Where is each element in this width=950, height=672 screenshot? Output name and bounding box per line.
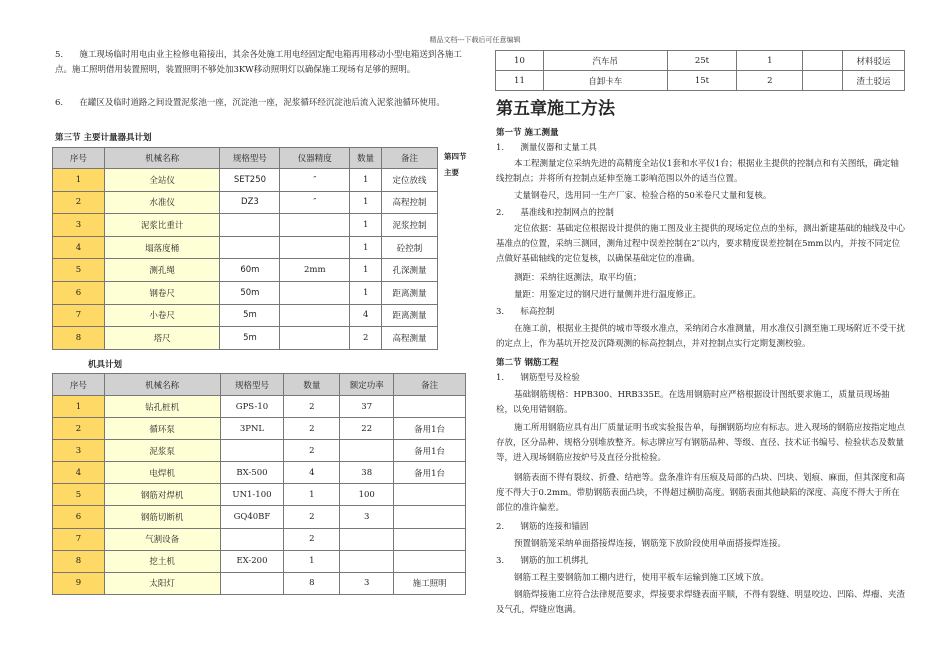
table-cell: 7 xyxy=(53,528,105,550)
left-paragraph-5: 5. 施工现场临时用电由业主检修电箱接出，其余各处施工用电经固定配电箱再用移动小型电箱送到各施工点。施工照明借用装置照明，装置照明不够处加3KW移动照明灯以确保施工现场有足够的照明。 xyxy=(55,50,462,75)
table-cell: 8 xyxy=(53,327,105,350)
table-header-cell: 备注 xyxy=(382,148,438,169)
table-header-cell: 额定功率 xyxy=(340,374,394,396)
table-cell: 挖土机 xyxy=(104,550,220,572)
table-row xyxy=(496,51,905,71)
table-cell: GPS-10 xyxy=(220,396,284,418)
table-cell xyxy=(220,572,284,594)
table-cell: 4 xyxy=(284,462,340,484)
table-row xyxy=(53,462,466,484)
table-row xyxy=(53,550,466,572)
table-cell: 钻孔桩机 xyxy=(104,396,220,418)
section-3-heading: 第三节 主要计量器具计划 xyxy=(55,133,152,143)
table-cell: 3 xyxy=(53,440,105,462)
table-row xyxy=(496,71,905,91)
section-2-heading: 第二节 钢筋工程 xyxy=(496,358,559,368)
table-cell: 泥浆比重计 xyxy=(104,214,220,237)
table-cell xyxy=(394,484,466,506)
side-note-main: 主要 xyxy=(444,168,459,177)
header-note: 精品文档---下载后可任意编辑 xyxy=(429,36,521,44)
table-cell: 5 xyxy=(53,484,105,506)
table-cell xyxy=(280,236,350,259)
table-cell: 1 xyxy=(284,550,340,572)
table-row xyxy=(53,236,438,259)
table-cell: 5m xyxy=(220,304,280,327)
table-row xyxy=(53,440,466,462)
item-1-heading: 1. 测量仪器和丈量工具 xyxy=(496,143,597,153)
table-cell xyxy=(340,528,394,550)
table-cell xyxy=(394,506,466,528)
equipment-plan-title: 机具计划 xyxy=(88,360,123,370)
table-row xyxy=(53,506,466,528)
table-cell: 高程控制 xyxy=(382,191,438,214)
table-cell xyxy=(220,236,280,259)
table-cell: 1 xyxy=(350,169,382,192)
table-cell: 1 xyxy=(737,51,803,71)
table-cell: 1 xyxy=(350,191,382,214)
table-cell: 1 xyxy=(284,484,340,506)
table-cell: 100 xyxy=(340,484,394,506)
table-cell: ″ xyxy=(280,169,350,192)
table-cell: 2 xyxy=(284,528,340,550)
side-note-section-4: 第四节 xyxy=(444,152,467,161)
table-cell: 5 xyxy=(53,259,105,282)
table-row xyxy=(53,327,438,350)
rebar-item-2-heading: 2. 钢筋的连接和锚固 xyxy=(496,522,589,532)
table-row xyxy=(53,572,466,594)
table-cell: 塔尺 xyxy=(104,327,220,350)
table-cell xyxy=(340,550,394,572)
table-row xyxy=(53,169,438,192)
table-header-cell: 规格型号 xyxy=(220,374,284,396)
measuring-instruments-table xyxy=(52,147,438,350)
table-cell: 4 xyxy=(350,304,382,327)
table-cell: 4 xyxy=(53,462,105,484)
table-cell: 测孔绳 xyxy=(104,259,220,282)
equipment-table xyxy=(52,373,466,595)
table-cell xyxy=(394,550,466,572)
table-cell: 1 xyxy=(350,281,382,304)
table-cell: 钢筋对焊机 xyxy=(104,484,220,506)
table-cell: 泥浆泵 xyxy=(104,440,220,462)
paragraph-distance-method: 测距：采纳往返测法，取平均值； xyxy=(514,273,642,283)
table-header-cell: 数量 xyxy=(284,374,340,396)
table-cell: 备用1台 xyxy=(394,462,466,484)
table-header-row xyxy=(53,374,466,396)
table-row xyxy=(53,214,438,237)
table-cell: 38 xyxy=(340,462,394,484)
table-cell: 小卷尺 xyxy=(104,304,220,327)
table-cell: 钢卷尺 xyxy=(104,281,220,304)
table-cell xyxy=(220,440,284,462)
table-cell xyxy=(394,528,466,550)
table-cell: 25t xyxy=(667,51,737,71)
paragraph-rebar-spec: 基础钢筋规格：HPB300、HRB335E。在选用钢筋时应严格根据设计图纸要求施工，质量员现场抽检，以免用错钢筋。 xyxy=(496,390,890,415)
table-cell: 1 xyxy=(53,396,105,418)
paragraph-tape-measure: 丈量钢卷尺，选用同一生产厂家、检验合格的50米卷尺丈量和复核。 xyxy=(514,191,772,201)
paragraph-positioning-basis: 定位依据：基础定位根据设计提供的施工图及业主提供的现场定位点的坐标，测出新建基础的轴线及中心基准点的位置，采纳三测回，测角过程中误差控制在2″以内，要求精度误差控制在5mm以内，并按不同定位点做好基础轴线的定位复核，以确保基础定位的准确。 xyxy=(496,224,906,264)
table-row xyxy=(53,396,466,418)
table-cell: 砼控制 xyxy=(382,236,438,259)
table-row xyxy=(53,484,466,506)
table-cell: 3 xyxy=(340,506,394,528)
table-header-cell: 机械名称 xyxy=(104,148,220,169)
table-cell: 泥浆控制 xyxy=(382,214,438,237)
table-header-cell: 备注 xyxy=(394,374,466,396)
table-cell: 3 xyxy=(340,572,394,594)
table-cell: 15t xyxy=(667,71,737,91)
table-cell: 2 xyxy=(350,327,382,350)
table-cell: 2 xyxy=(284,396,340,418)
table-cell: 50m xyxy=(220,281,280,304)
table-cell: 5m xyxy=(220,327,280,350)
table-cell: 6 xyxy=(53,506,105,528)
table-header-row xyxy=(53,148,438,169)
table-cell: 全站仪 xyxy=(104,169,220,192)
table-cell: 施工照明 xyxy=(394,572,466,594)
table-cell: 3PNL xyxy=(220,418,284,440)
table-cell: 8 xyxy=(53,550,105,572)
table-cell: GQ40BF xyxy=(220,506,284,528)
table-cell xyxy=(803,71,843,91)
rebar-item-3-heading: 3. 钢筋的加工机绑扎 xyxy=(496,556,589,566)
table-header-cell: 序号 xyxy=(53,374,105,396)
table-row xyxy=(53,191,438,214)
table-cell xyxy=(280,214,350,237)
table-cell: ″ xyxy=(280,191,350,214)
table-row xyxy=(53,418,466,440)
table-cell: 2 xyxy=(284,418,340,440)
table-cell xyxy=(280,327,350,350)
table-cell: 材料驳运 xyxy=(843,51,905,71)
table-row xyxy=(53,528,466,550)
table-row xyxy=(53,259,438,282)
table-cell: 2 xyxy=(53,191,105,214)
table-cell: 气割设备 xyxy=(104,528,220,550)
table-header-cell: 数量 xyxy=(350,148,382,169)
table-cell: 渣土驳运 xyxy=(843,71,905,91)
paragraph-elevation-control: 在施工前，根据业主提供的城市等级水准点，采纳闭合水准测量，用水准仪引测至施工现场附近不受干扰的定点上，作为基坑开挖及沉降观测的标高控制点，并对控制点实行定期复测校验。 xyxy=(496,324,906,349)
item-3-heading: 3. 标高控制 xyxy=(496,307,555,317)
paragraph-rebar-welding: 钢筋焊接施工应符合法律规范要求，焊接要求焊缝表面平顺，不得有裂缝、明显咬边、凹陷、焊瘤、夹渣及气孔，焊缝应饱满。 xyxy=(496,590,906,615)
chapter-5-title: 第五章施工方法 xyxy=(496,99,615,119)
table-cell: 1 xyxy=(350,236,382,259)
table-cell: 2 xyxy=(284,440,340,462)
table-cell: 60m xyxy=(220,259,280,282)
table-cell: 8 xyxy=(284,572,340,594)
table-cell: 备用1台 xyxy=(394,418,466,440)
table-cell: 9 xyxy=(53,572,105,594)
table-cell: 7 xyxy=(53,304,105,327)
table-cell: 距离测量 xyxy=(382,304,438,327)
paragraph-survey-instruments: 本工程测量定位采纳先进的高精度全站仪1套和水平仪1台；根据业主提供的控制点和有关图纸，确定轴线控制点；并将所有控制点延伸至施工影响范围以外的适当位置。 xyxy=(496,159,899,184)
table-cell xyxy=(340,440,394,462)
table-cell: 2 xyxy=(737,71,803,91)
table-cell: 电焊机 xyxy=(104,462,220,484)
table-cell: 太阳灯 xyxy=(104,572,220,594)
table-row xyxy=(53,304,438,327)
table-cell: 水准仪 xyxy=(104,191,220,214)
table-header-cell: 规格型号 xyxy=(220,148,280,169)
table-cell: 备用1台 xyxy=(394,440,466,462)
table-cell: 4 xyxy=(53,236,105,259)
table-cell xyxy=(220,528,284,550)
table-cell: 37 xyxy=(340,396,394,418)
rebar-item-1-heading: 1. 钢筋型号及检验 xyxy=(496,373,580,383)
table-cell: 22 xyxy=(340,418,394,440)
table-cell: EX-200 xyxy=(220,550,284,572)
table-cell: 2mm xyxy=(280,259,350,282)
table-row xyxy=(53,281,438,304)
table-cell xyxy=(220,214,280,237)
table-cell: 2 xyxy=(284,506,340,528)
table-cell: 塌落度桶 xyxy=(104,236,220,259)
table-cell: 1 xyxy=(350,259,382,282)
table-cell: SET250 xyxy=(220,169,280,192)
table-cell: 循环泵 xyxy=(104,418,220,440)
table-cell: 孔深测量 xyxy=(382,259,438,282)
table-cell: 高程测量 xyxy=(382,327,438,350)
table-cell: UN1-100 xyxy=(220,484,284,506)
table-cell: 定位放线 xyxy=(382,169,438,192)
table-header-cell: 序号 xyxy=(53,148,105,169)
paragraph-rebar-certificate: 施工所用钢筋应具有出厂质量证明书或实验报告单，每捆钢筋均应有标志。进入现场的钢筋应按指定地点存放，区分品种、规格分别堆放整齐。标志牌应写有钢筋品种、等级、直径、技术证书编号、检验状态及数量等，进入现场钢筋应按炉号及直径分批检验。 xyxy=(496,423,906,463)
table-cell: 钢筋切断机 xyxy=(104,506,220,528)
paragraph-rebar-connection: 预置钢筋笼采纳单面搭接焊连接，钢筋笼下放阶段使用单面搭接焊连接。 xyxy=(514,539,787,549)
table-cell xyxy=(280,281,350,304)
table-header-cell: 机械名称 xyxy=(104,374,220,396)
table-cell: 11 xyxy=(496,71,544,91)
table-cell xyxy=(803,51,843,71)
table-cell: 6 xyxy=(53,281,105,304)
equipment-table-continued xyxy=(495,50,905,91)
paragraph-rebar-surface: 钢筋表面不得有裂纹、折叠、结疤等。盘条准许有压痕及局部的凸块、凹块、划痕、麻面，但其深度和高度不得大于0.2mm。带肋钢筋表面凸块，不得超过横肋高度。钢筋表面其他缺陷的深度、高度不得大于所在部位的准许偏差。 xyxy=(496,473,906,513)
table-cell: 2 xyxy=(53,418,105,440)
table-cell: BX-500 xyxy=(220,462,284,484)
table-cell: 1 xyxy=(350,214,382,237)
table-cell: DZ3 xyxy=(220,191,280,214)
paragraph-distance-measure: 量距：用鉴定过的钢尺进行量侧并进行温度修正。 xyxy=(514,290,702,300)
table-cell xyxy=(394,396,466,418)
table-cell: 3 xyxy=(53,214,105,237)
table-cell: 自卸卡车 xyxy=(543,71,667,91)
table-cell: 汽车吊 xyxy=(543,51,667,71)
left-paragraph-6: 6. 在罐区及临时道路之间设置泥浆池一座，沉淀池一座，泥浆循环经沉淀池后流入泥浆池循环使用。 xyxy=(55,98,445,108)
table-cell: 1 xyxy=(53,169,105,192)
table-header-cell: 仪器精度 xyxy=(280,148,350,169)
table-cell xyxy=(280,304,350,327)
table-cell: 10 xyxy=(496,51,544,71)
table-cell: 距离测量 xyxy=(382,281,438,304)
paragraph-rebar-processing: 钢筋工程主要钢筋加工棚内进行，使用平板车运输到施工区域下放。 xyxy=(514,573,770,583)
section-1-heading: 第一节 施工测量 xyxy=(496,128,559,138)
item-2-heading: 2. 基准线和控制网点的控制 xyxy=(496,208,614,218)
